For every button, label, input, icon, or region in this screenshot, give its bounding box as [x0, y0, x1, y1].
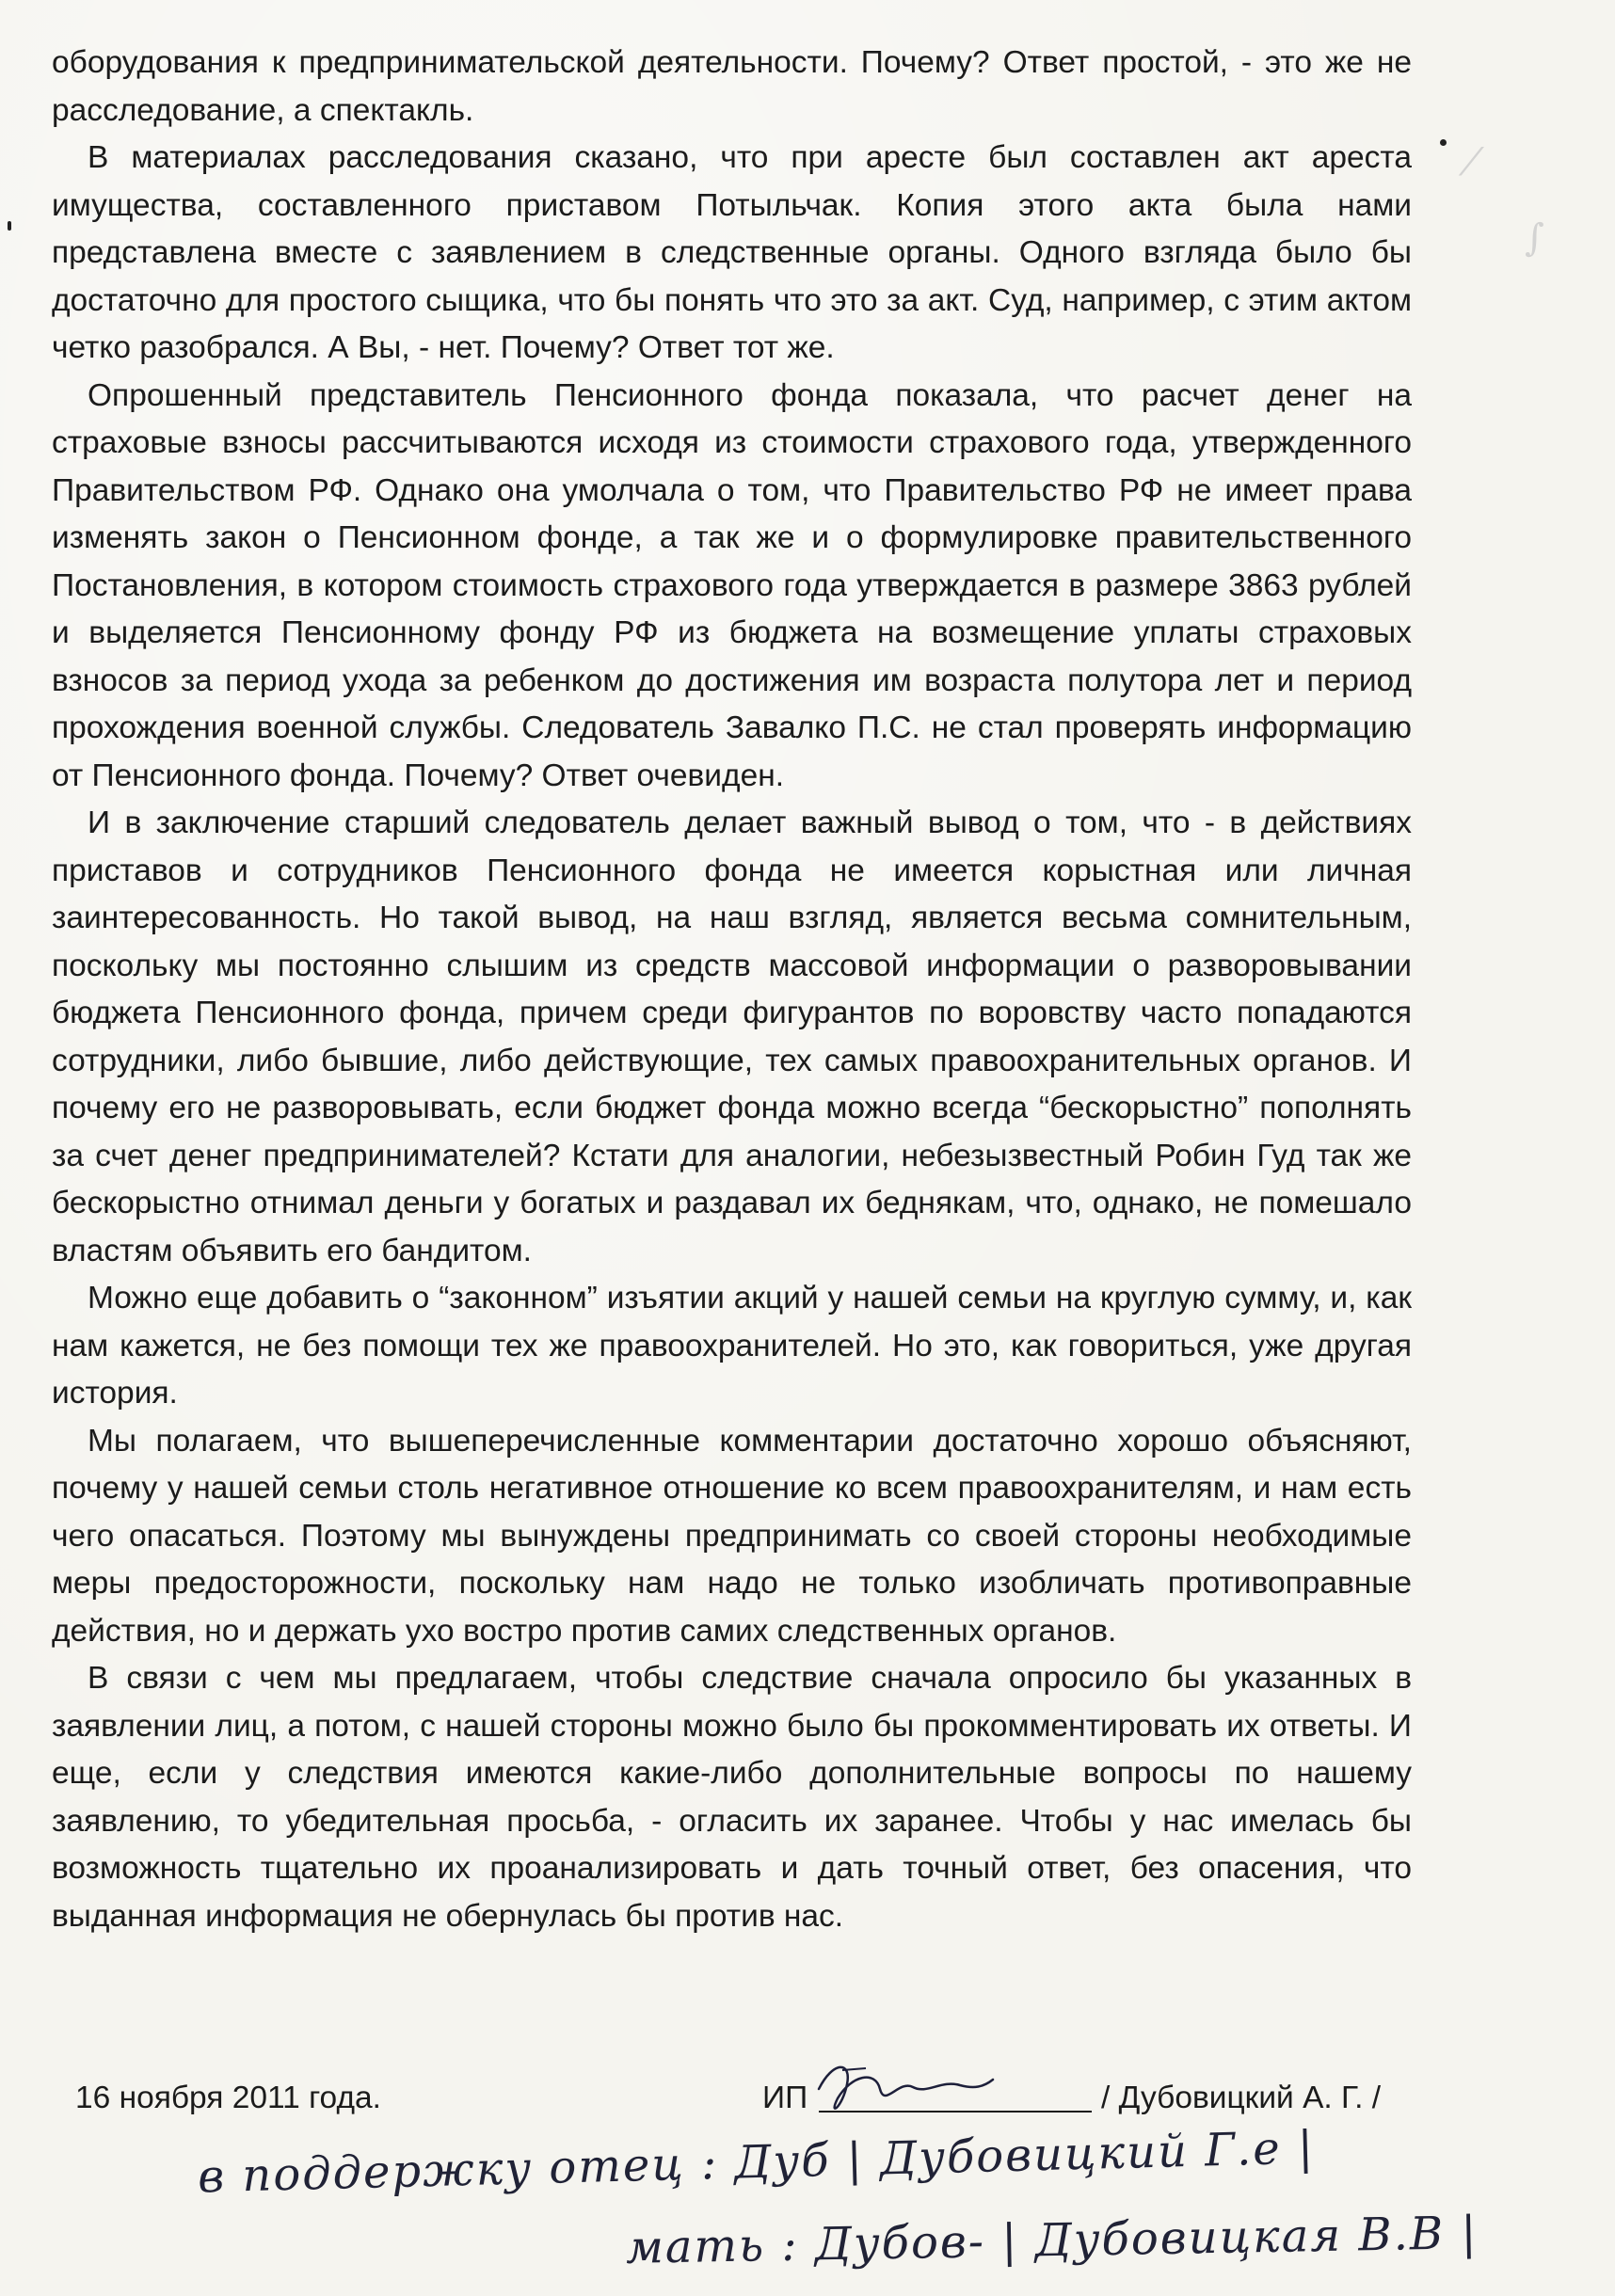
- paragraph: Опрошенный представитель Пенсионного фонда показала, что расчет денег на страховые взносы рассчитываются исходя из стоимости страхового года, утвержденного Правительством РФ. Однако она умолчала о том, что Правительство РФ не имеет права изменять закон о Пенсионном фонде, а так же и о формулировке правительственного Постановления, в котором стоимость страхового года утверждается в размере 3863 рублей и выделяется Пенсионному фонду РФ из бюджета на возмещение уплаты страховых взносов за период ухода за ребенком до достижения им возраста полутора лет и период прохождения военной службы. Следователь Завалко П.С. не стал проверять информацию от Пенсионного фонда. Почему? Ответ очевиден.: [52, 377, 1412, 793]
- bleed-through-marks: ⁄: [1468, 141, 1475, 184]
- signatory-name: / Дубовицкий А. Г. /: [1101, 2081, 1382, 2115]
- signature-line: [75, 2075, 1412, 2122]
- scan-speck: [8, 221, 11, 231]
- handwritten-mother-note: мать : Дубов- | Дубовицкая В.В |: [625, 2207, 1479, 2274]
- handwritten-support-note: в поддержку отец : Дуб | Дубовицкий Г.е |: [197, 2121, 1316, 2204]
- handwritten-signature: [809, 2051, 998, 2136]
- paragraph: И в заключение старший следователь делает важный вывод о том, что - в действиях приставов и сотрудников Пенсионного фонда не имеется корыстная или личная заинтересованность. Но такой вывод, на наш взгляд, является весьма сомнительным, поскольку мы постоянно слышим из средств массовой информации о разворовывании бюджета Пенсионного фонда, причем среди фигурантов по воровству часто попадаются сотрудники, либо бывшие, либо действующие, тех самых правоохранительных органов. И почему его не разворовывать, если бюджет фонда можно всегда “бескорыстно” пополнять за счет денег предпринимателей? Кстати для аналогии, небезызвестный Робин Гуд так же бескорыстно отнимал деньги у богатых и раздавал их беднякам, что, однако, не помешало властям объявить его бандитом.: [52, 805, 1412, 1268]
- scan-speck: [1440, 139, 1447, 146]
- letter-body: [52, 40, 1412, 1940]
- ip-label: ИП: [762, 2081, 808, 2115]
- paragraph: В материалах расследования сказано, что при аресте был составлен акт ареста имущества, составленного приставом Потыльчак. Копия этого акта была нами представлена вместе с заявлением в следственные органы. Одного взгляда было бы достаточно для простого сыщика, что бы понять что это за акт. Суд, например, с этим актом четко разобрался. А Вы, - нет. Почему? Ответ тот же.: [52, 140, 1412, 365]
- paragraph: В связи с чем мы предлагаем, чтобы следствие сначала опросило бы указанных в заявлении лиц, а потом, с нашей стороны можно было бы прокомментировать их ответы. И еще, если у следствия имеются какие-либо дополнительные вопросы по нашему заявлению, то убедительная просьба, - огласить их заранее. Чтобы у нас имелась бы возможность тщательно их проанализировать и дать точный ответ, без опасения, что выданная информация не обернулась бы против нас.: [52, 1661, 1412, 1934]
- document-date: 16 ноября 2011 года.: [75, 2081, 381, 2115]
- paragraph: Мы полагаем, что вышеперечисленные комментарии достаточно хорошо объясняют, почему у нашей семьи столь негативное отношение ко всем правоохранителям, и нам есть чего опасаться. Поэтому мы вынуждены предпринимать со своей стороны необходимые меры предосторожности, поскольку нам надо не только изобличать противоправные действия, но и держать ухо востро против самих следственных органов.: [52, 1423, 1412, 1649]
- paragraph: оборудования к предпринимательской деятельности. Почему? Ответ простой, - это же не расследование, а спектакль.: [52, 45, 1412, 128]
- bleed-through-marks: ∫: [1525, 216, 1544, 260]
- paragraph: Можно еще добавить о “законном” изъятии акций у нашей семьи на круглую сумму, и, как нам кажется, не без помощи тех же правоохранителей. Но это, как говориться, уже другая история.: [52, 1281, 1412, 1411]
